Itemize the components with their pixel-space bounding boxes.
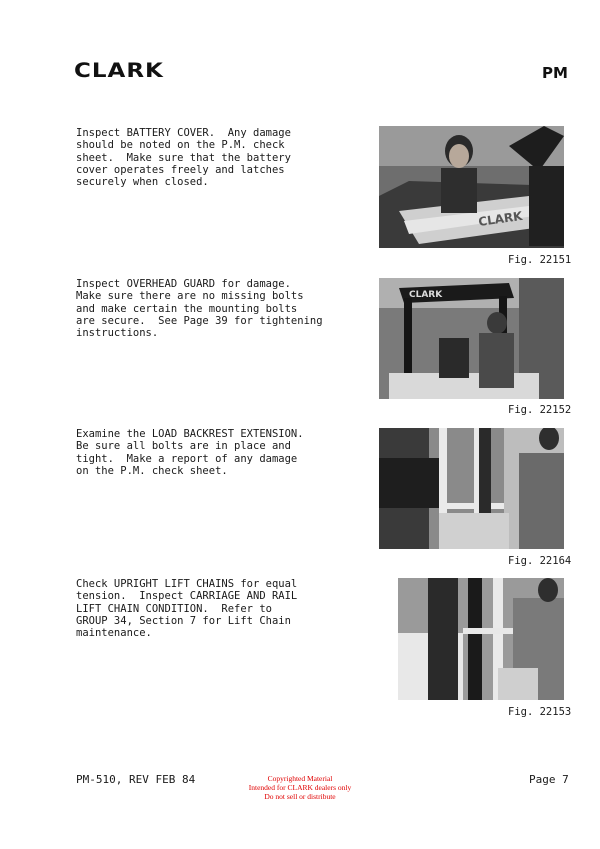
instruction-battery-cover: Inspect BATTERY COVER. Any damage should be noted on the P.M. check sheet. Make sure that the battery cover operates freely and latches securely when closed.	[76, 127, 291, 189]
instruction-overhead-guard: Inspect OVERHEAD GUARD for damage. Make sure there are no missing bolts and make certain the mounting bolts are secure. See Page 39 for tightening instructions.	[76, 278, 323, 340]
section-label: PM	[542, 64, 568, 82]
photo-overhead-guard	[379, 278, 564, 399]
instruction-lift-chains: Check UPRIGHT LIFT CHAINS for equal tension. Inspect CARRIAGE AND RAIL LIFT CHAIN CONDITION. Refer to GROUP 34, Section 7 for Lift Chain maintenance.	[76, 578, 298, 640]
copyright-line: Do not sell or distribute	[264, 792, 336, 801]
copyright-line: Intended for CLARK dealers only	[248, 783, 352, 792]
fig-caption: Fig. 22151	[508, 254, 572, 266]
document-id: PM-510, REV FEB 84	[76, 773, 196, 786]
fig-caption: Fig. 22164	[508, 555, 572, 567]
copyright-line: Copyrighted Material	[267, 774, 333, 783]
fig-caption: Fig. 22153	[508, 706, 572, 718]
instruction-load-backrest: Examine the LOAD BACKREST EXTENSION. Be sure all bolts are in place and tight. Make a report of any damage on the P.M. check sheet.	[76, 428, 304, 477]
photo-battery-cover	[379, 126, 564, 248]
photo-logo-text: CLARK	[477, 208, 524, 229]
fig-caption: Fig. 22152	[508, 404, 572, 416]
photo-lift-chains	[398, 578, 564, 700]
clark-logo: CLARK	[74, 60, 164, 83]
photo-load-backrest	[379, 428, 564, 549]
photo-logo-text: CLARK	[409, 290, 443, 300]
page-number: Page 7	[529, 773, 569, 786]
copyright-notice	[210, 774, 390, 801]
